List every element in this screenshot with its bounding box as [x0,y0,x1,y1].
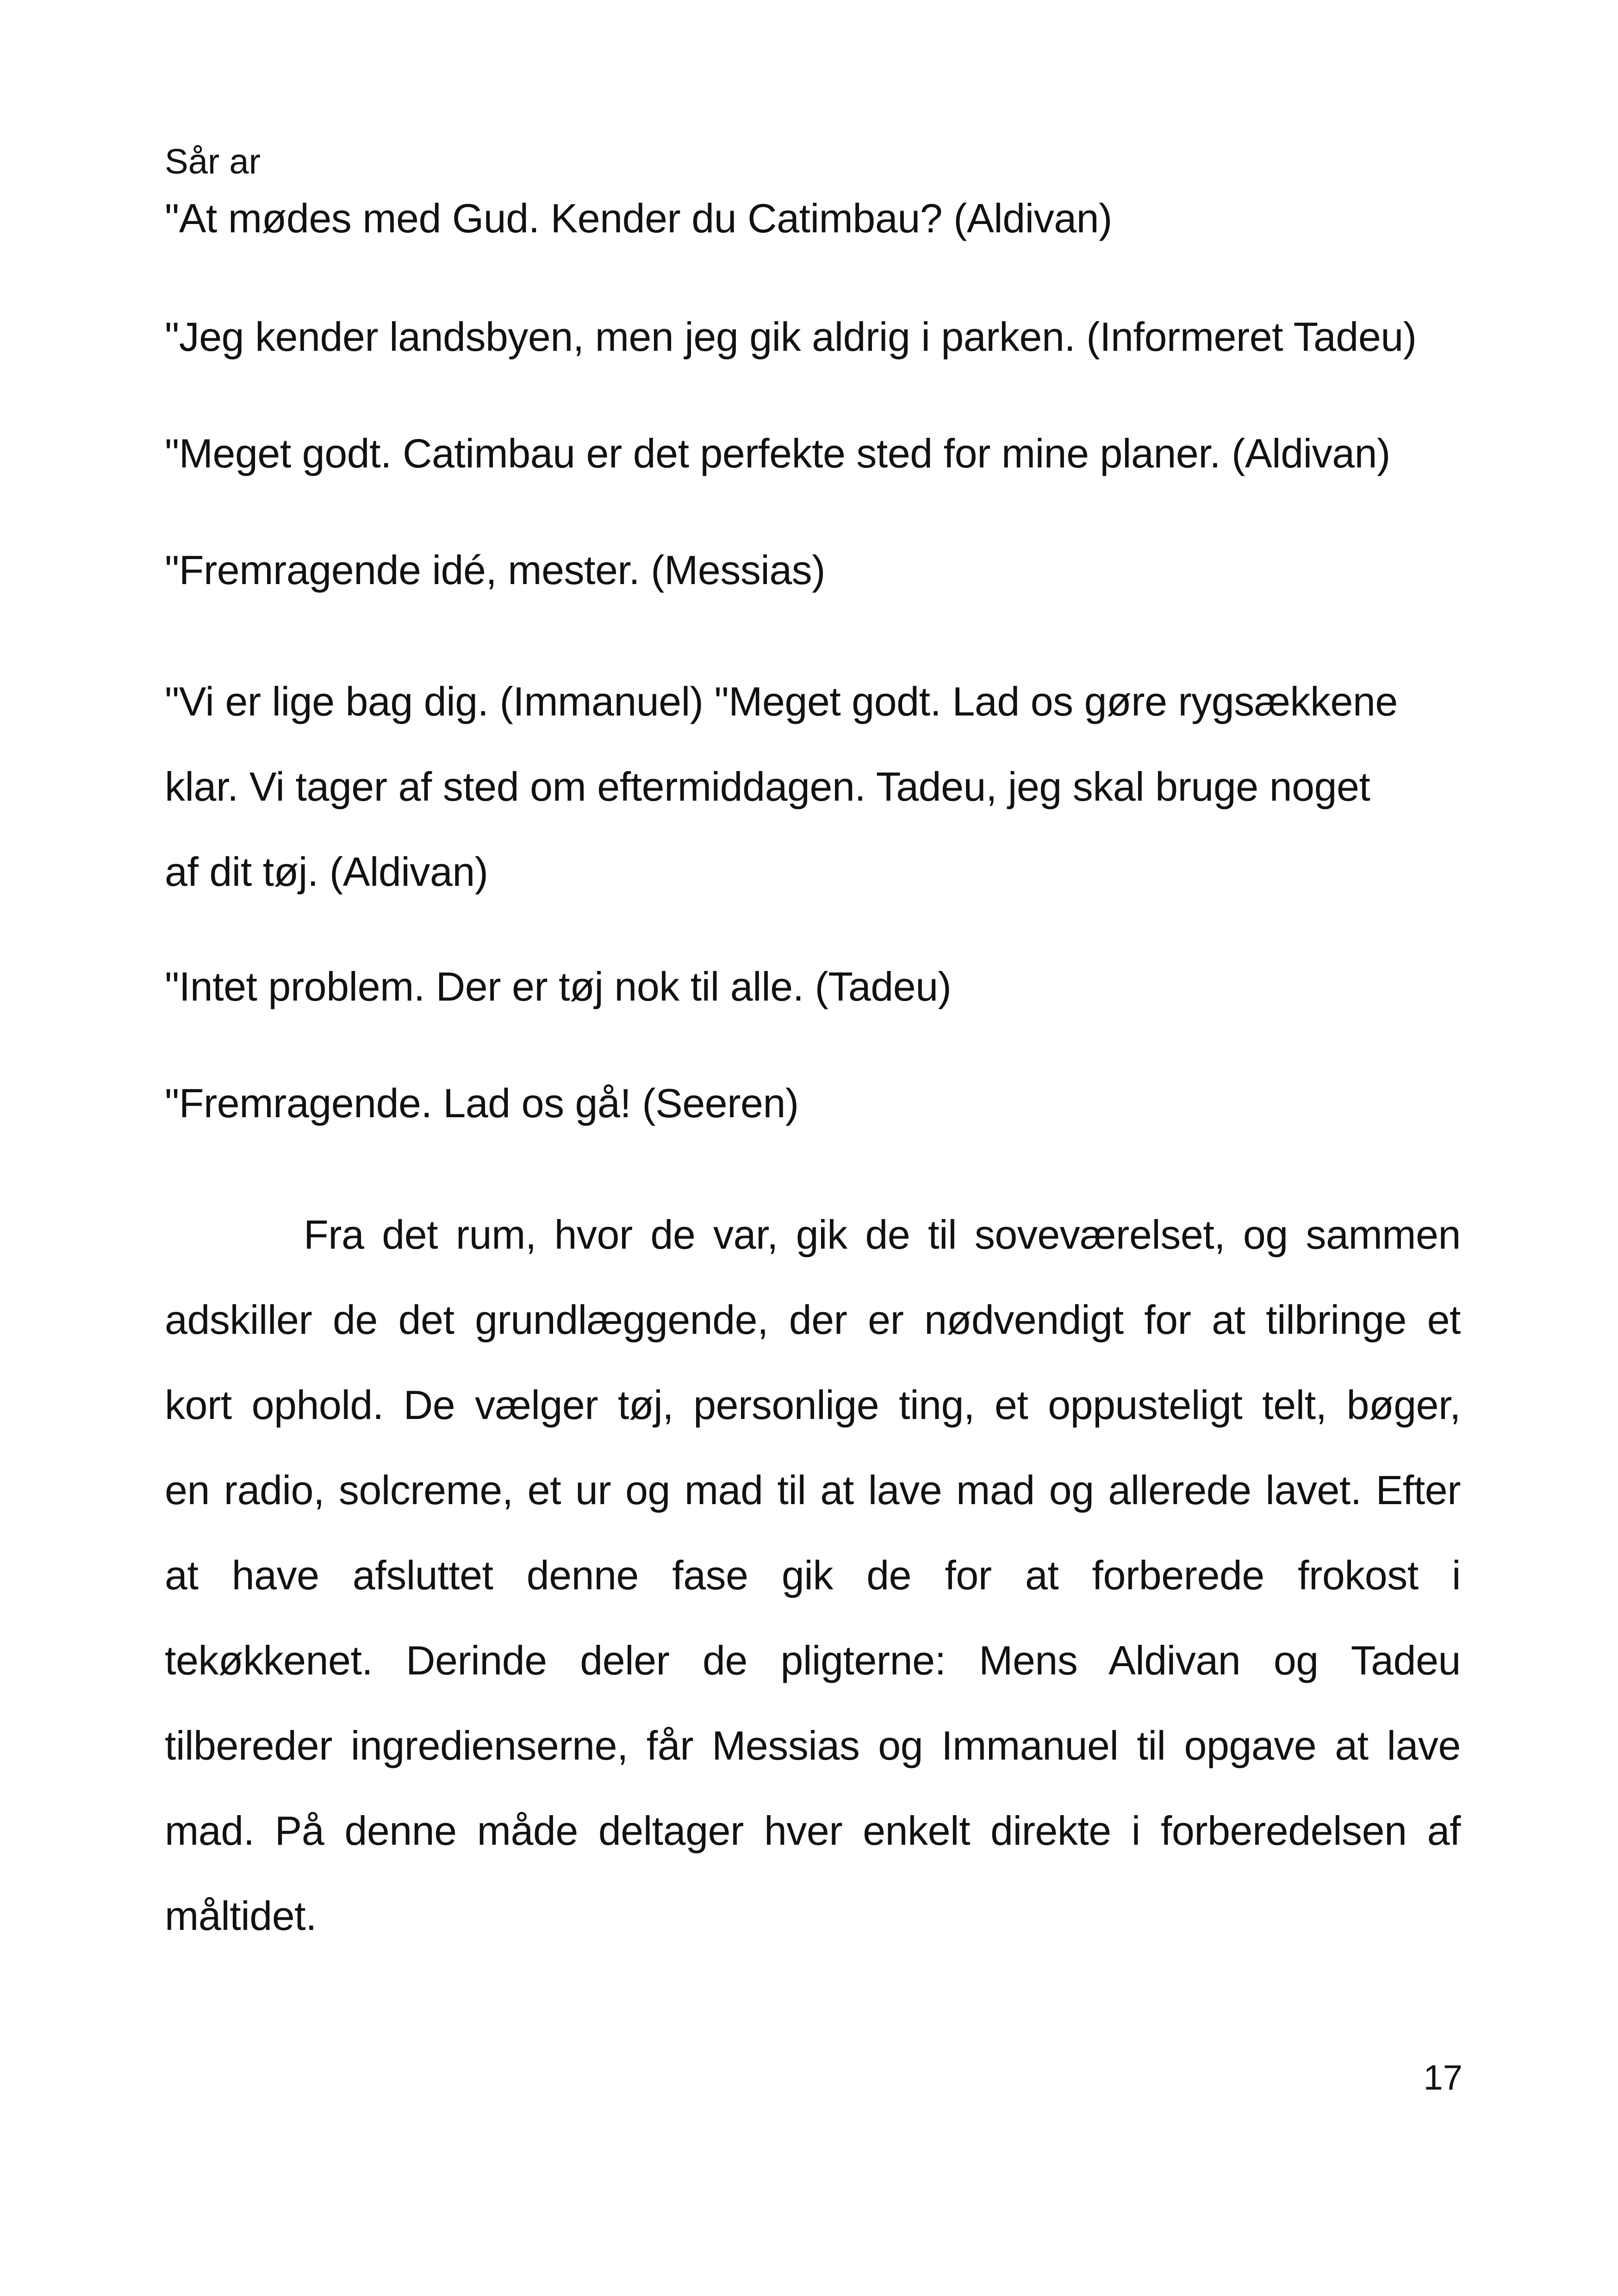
dialogue-paragraph [165,659,1461,915]
dialogue-line: "At mødes med Gud. Kender du Catimbau? (Aldivan) [165,195,1112,241]
text-line: kort ophold. De vælger tøj, personlige ting, et oppusteligt telt, bøger, [165,1382,1461,1428]
text-line: klar. Vi tager af sted om eftermiddagen. Tadeu, jeg skal bruge noget [165,764,1370,809]
text-line: adskiller de det grundlæggende, der er nødvendigt for at tilbringe et [165,1297,1461,1343]
page-body [165,191,1461,1959]
dialogue-line: "Meget godt. Catimbau er det perfekte sted for mine planer. (Aldivan) [165,430,1390,476]
text-line: "Vi er lige bag dig. (Immanuel) "Meget godt. Lad os gøre rygsækkene [165,678,1398,724]
text-line: tilbereder ingredienserne, får Messias og Immanuel til opgave at lave [165,1723,1461,1768]
page-number: 17 [1423,2058,1462,2097]
text-line: af dit tøj. (Aldivan) [165,849,488,895]
dialogue-line: "Jeg kender landsbyen, men jeg gik aldrig i parken. (Informeret Tadeu) [165,314,1417,360]
text-line: en radio, solcreme, et ur og mad til at lave mad og allerede lavet. Efter [165,1467,1461,1513]
text-line: måltidet. [165,1893,317,1939]
narrative-paragraph [165,1192,1461,1959]
dialogue-line: "Intet problem. Der er tøj nok til alle. (Tadeu) [165,964,952,1009]
text-line: tekøkkenet. Derinde deler de pligterne: Mens Aldivan og Tadeu [165,1637,1461,1683]
text-line: mad. På denne måde deltager hver enkelt direkte i forberedelsen af [165,1808,1461,1854]
text-line: Fra det rum, hvor de var, gik de til soveværelset, og sammen [304,1212,1461,1257]
dialogue-line: "Fremragende. Lad os gå! (Seeren) [165,1080,799,1126]
dialogue-line: "Fremragende idé, mester. (Messias) [165,547,826,593]
page-header: Sår ar [165,142,261,181]
text-line: at have afsluttet denne fase gik de for at forberede frokost i [165,1552,1461,1598]
